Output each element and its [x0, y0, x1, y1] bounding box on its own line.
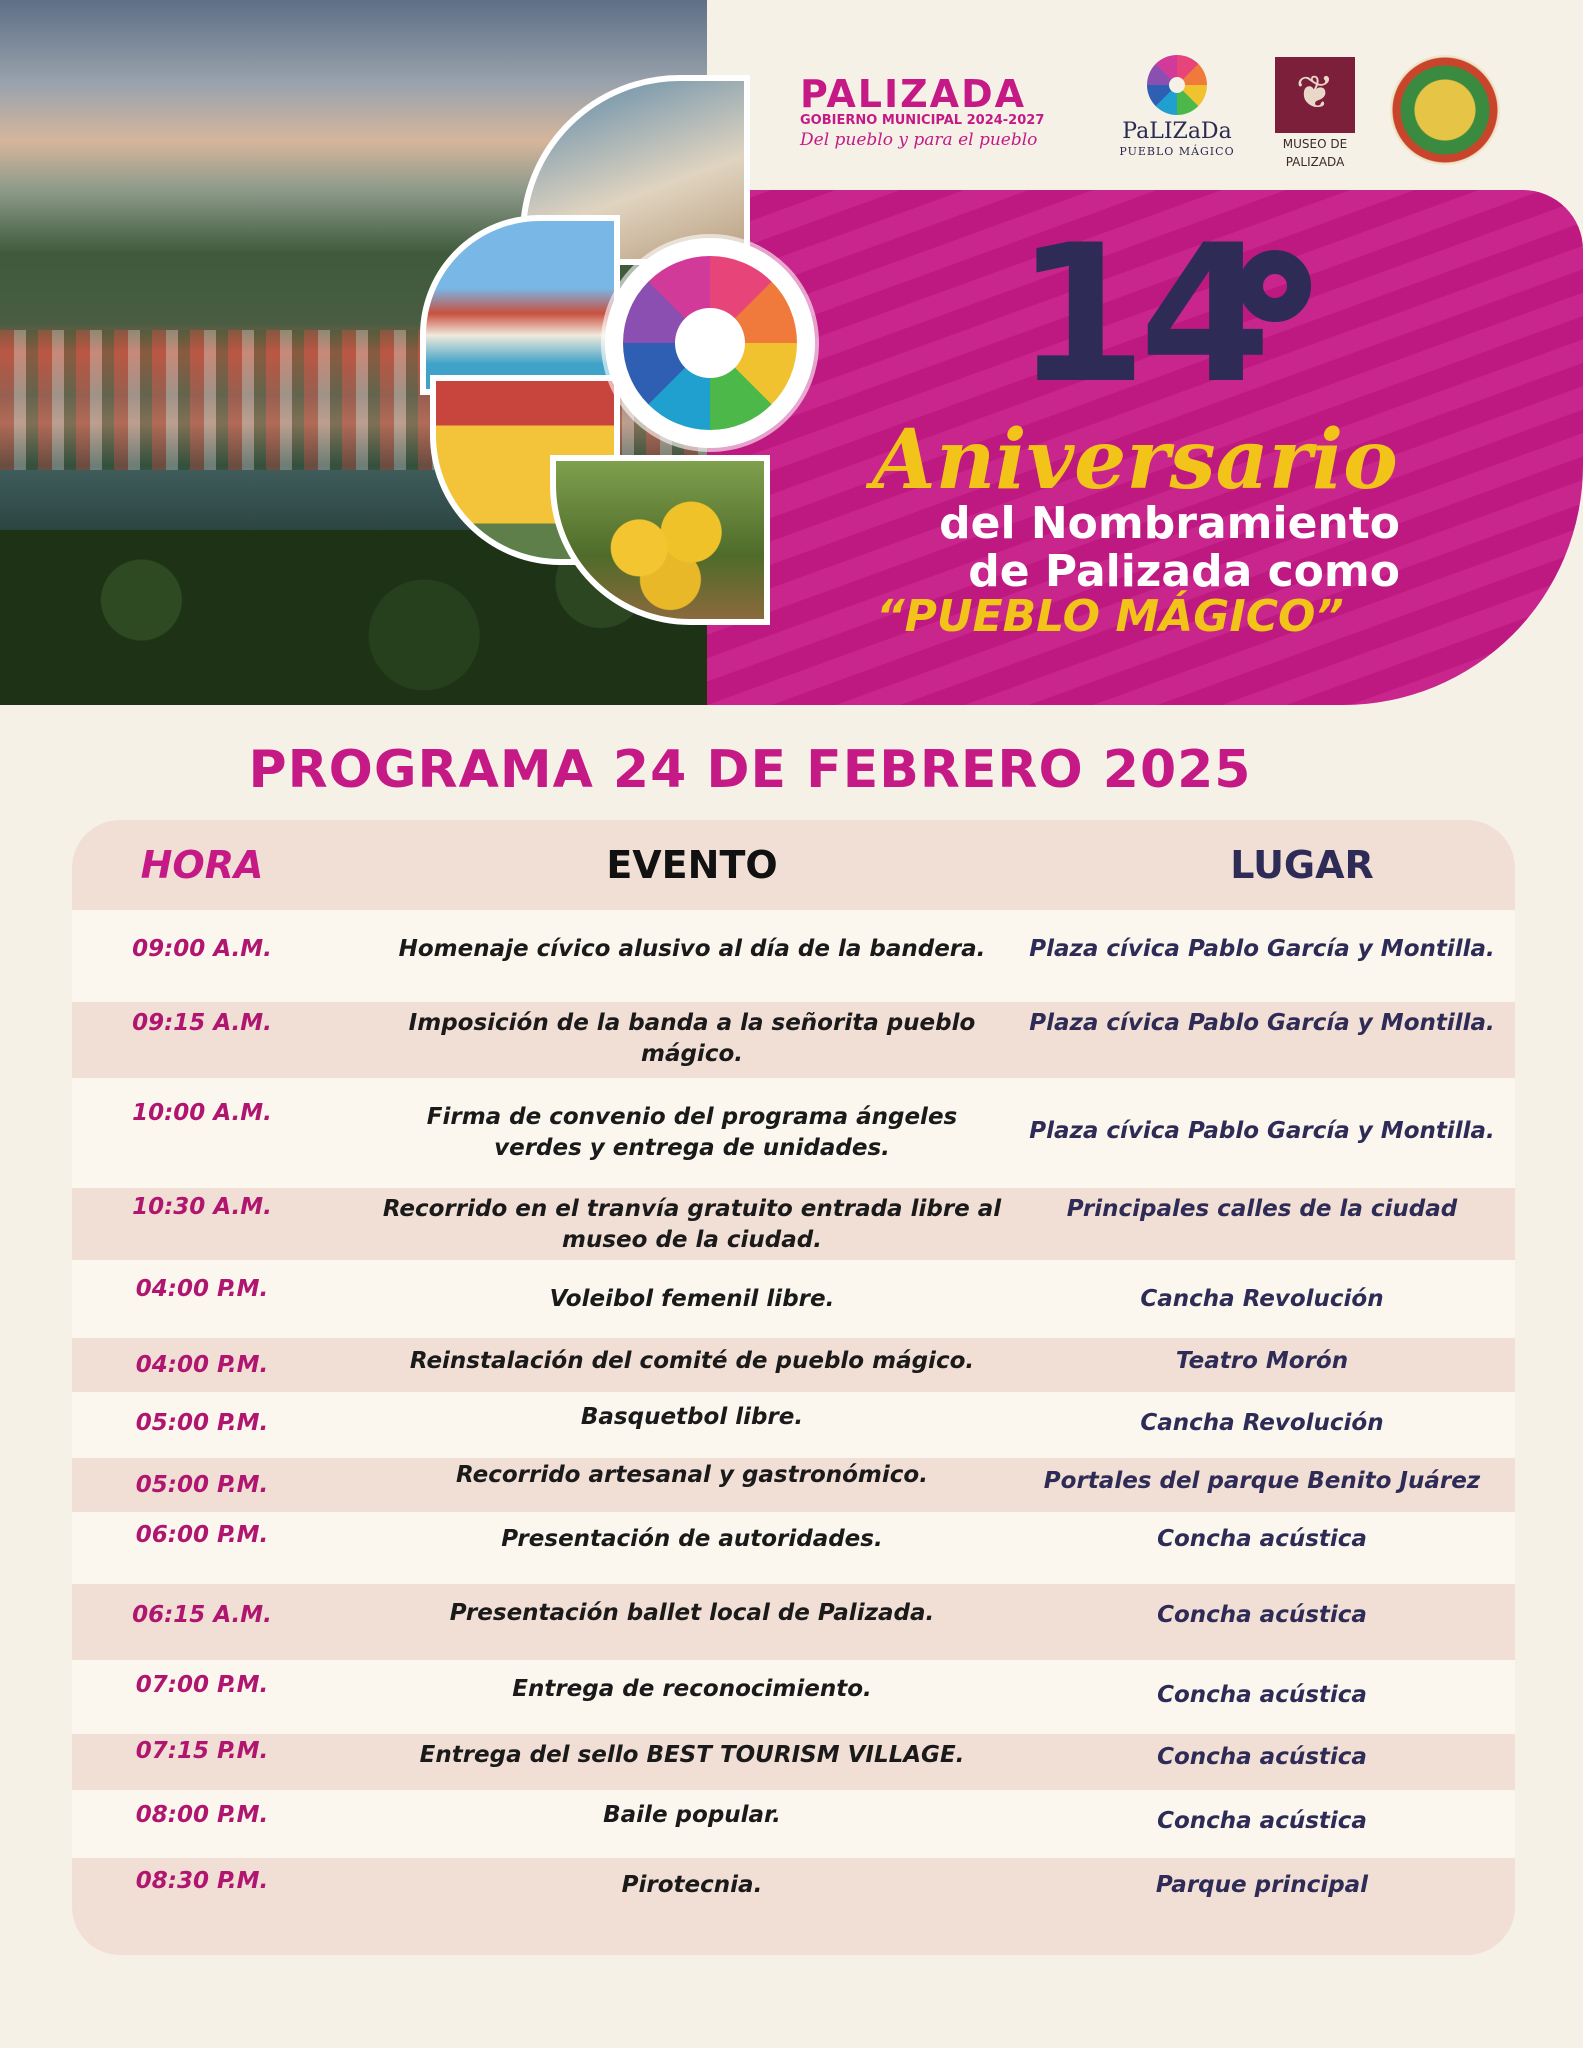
table-header [72, 820, 1515, 910]
table-row [72, 1858, 1515, 1955]
museo-logo [1270, 57, 1360, 169]
row-hora: 09:00 A.M. [132, 936, 272, 962]
row-evento: Pirotecnia. [621, 1872, 763, 1898]
row-hora: 07:15 P.M. [135, 1738, 269, 1764]
row-hora: 05:00 P.M. [135, 1472, 269, 1498]
row-evento: Entrega del sello BEST TOURISM VILLAGE. [419, 1742, 965, 1768]
table-row [72, 1392, 1515, 1458]
row-hora: 08:00 P.M. [135, 1802, 269, 1828]
row-evento: Imposición de la banda a la señorita pueblo mágico. [408, 1010, 976, 1067]
row-lugar: Teatro Morón [1175, 1348, 1349, 1374]
program-title: PROGRAMA 24 DE FEBRERO 2025 [248, 740, 1252, 800]
anniversary-number: 14 [1015, 220, 1263, 410]
row-lugar: Parque principal [1155, 1872, 1369, 1898]
pueblo-magico-sub: PUEBLO MÁGICO [1119, 145, 1235, 158]
row-evento: Recorrido en el tranvía gratuito entrada libre al museo de la ciudad. [382, 1196, 1002, 1253]
row-lugar: Plaza cívica Pablo García y Montilla. [1029, 1118, 1495, 1144]
hero-banner [0, 0, 1583, 705]
table-row [72, 1078, 1515, 1188]
table-row [72, 1338, 1515, 1392]
row-evento: Reinstalación del comité de pueblo mágico. [409, 1348, 975, 1374]
hero-subtitle [830, 500, 1400, 596]
row-evento: Firma de convenio del programa ángeles verdes y entrega de unidades. [426, 1104, 958, 1161]
row-lugar: Principales calles de la ciudad [1066, 1196, 1458, 1222]
museo-line1: MUSEO DE [1282, 137, 1348, 151]
row-lugar: Concha acústica [1157, 1744, 1367, 1770]
table-row [72, 1002, 1515, 1078]
row-hora: 05:00 P.M. [135, 1410, 269, 1436]
row-hora: 10:30 A.M. [132, 1194, 272, 1220]
row-lugar: Concha acústica [1157, 1808, 1367, 1834]
table-row [72, 1660, 1515, 1734]
gobierno-period: GOBIERNO MUNICIPAL 2024-2027 [800, 113, 1045, 128]
header-lugar: LUGAR [1230, 843, 1374, 887]
row-hora: 04:00 P.M. [135, 1352, 269, 1378]
table-row [72, 1458, 1515, 1512]
row-evento: Recorrido artesanal y gastronómico. [456, 1462, 928, 1488]
gobierno-slogan: Del pueblo y para el pueblo [800, 130, 1038, 150]
row-lugar: Plaza cívica Pablo García y Montilla. [1029, 936, 1495, 962]
row-hora: 06:15 A.M. [132, 1602, 272, 1628]
row-evento: Voleibol femenil libre. [549, 1286, 835, 1312]
ordinal-degree-icon [1239, 250, 1311, 322]
table-row [72, 1790, 1515, 1858]
row-hora: 08:30 P.M. [135, 1868, 269, 1894]
row-evento: Basquetbol libre. [580, 1404, 804, 1430]
table-row [72, 1512, 1515, 1584]
row-evento: Presentación de autoridades. [501, 1526, 883, 1552]
municipal-seal-icon [1390, 55, 1500, 165]
table-row [72, 910, 1515, 1002]
row-hora: 10:00 A.M. [132, 1100, 272, 1126]
row-lugar: Plaza cívica Pablo García y Montilla. [1029, 1010, 1495, 1036]
row-lugar: Concha acústica [1157, 1602, 1367, 1628]
pueblo-magico-pinwheel-icon [605, 238, 815, 448]
pueblo-magico-name: PaLIZaDa [1122, 119, 1232, 144]
header-evento: EVENTO [606, 843, 778, 887]
museo-plant-icon [1275, 57, 1355, 133]
hero-line-1: del Nombramiento [939, 498, 1400, 549]
row-lugar: Cancha Revolución [1140, 1410, 1384, 1436]
row-evento: Baile popular. [603, 1802, 781, 1828]
table-row [72, 1734, 1515, 1790]
table-row [72, 1260, 1515, 1338]
header-logos [800, 55, 1560, 175]
museo-line2: PALIZADA [1285, 155, 1345, 169]
gobierno-name: PALIZADA [800, 72, 1027, 116]
pueblo-magico-logo [1112, 55, 1242, 158]
row-hora: 07:00 P.M. [135, 1672, 269, 1698]
photo-riverside-buildings [420, 215, 620, 395]
program-table [72, 820, 1515, 1955]
row-hora: 04:00 P.M. [135, 1276, 269, 1302]
table-row [72, 1188, 1515, 1260]
row-evento: Homenaje cívico alusivo al día de la bandera. [398, 936, 986, 962]
row-lugar: Cancha Revolución [1140, 1286, 1384, 1312]
aniversario-title: Aniversario [872, 412, 1398, 508]
photo-mangoes [550, 455, 770, 625]
row-evento: Presentación ballet local de Palizada. [449, 1600, 935, 1626]
row-hora: 06:00 P.M. [135, 1522, 269, 1548]
row-hora: 09:15 A.M. [132, 1010, 272, 1036]
row-lugar: Concha acústica [1157, 1682, 1367, 1708]
table-row [72, 1584, 1515, 1660]
gobierno-municipal-logo [800, 72, 1100, 151]
pueblo-magico-title: “PUEBLO MÁGICO” [876, 591, 1344, 642]
pinwheel-icon [1147, 55, 1207, 115]
row-lugar: Concha acústica [1157, 1526, 1367, 1552]
hero-line-2: de Palizada como [968, 546, 1400, 597]
header-hora: HORA [140, 843, 264, 887]
row-evento: Entrega de reconocimiento. [512, 1676, 872, 1702]
row-lugar: Portales del parque Benito Juárez [1043, 1468, 1481, 1494]
